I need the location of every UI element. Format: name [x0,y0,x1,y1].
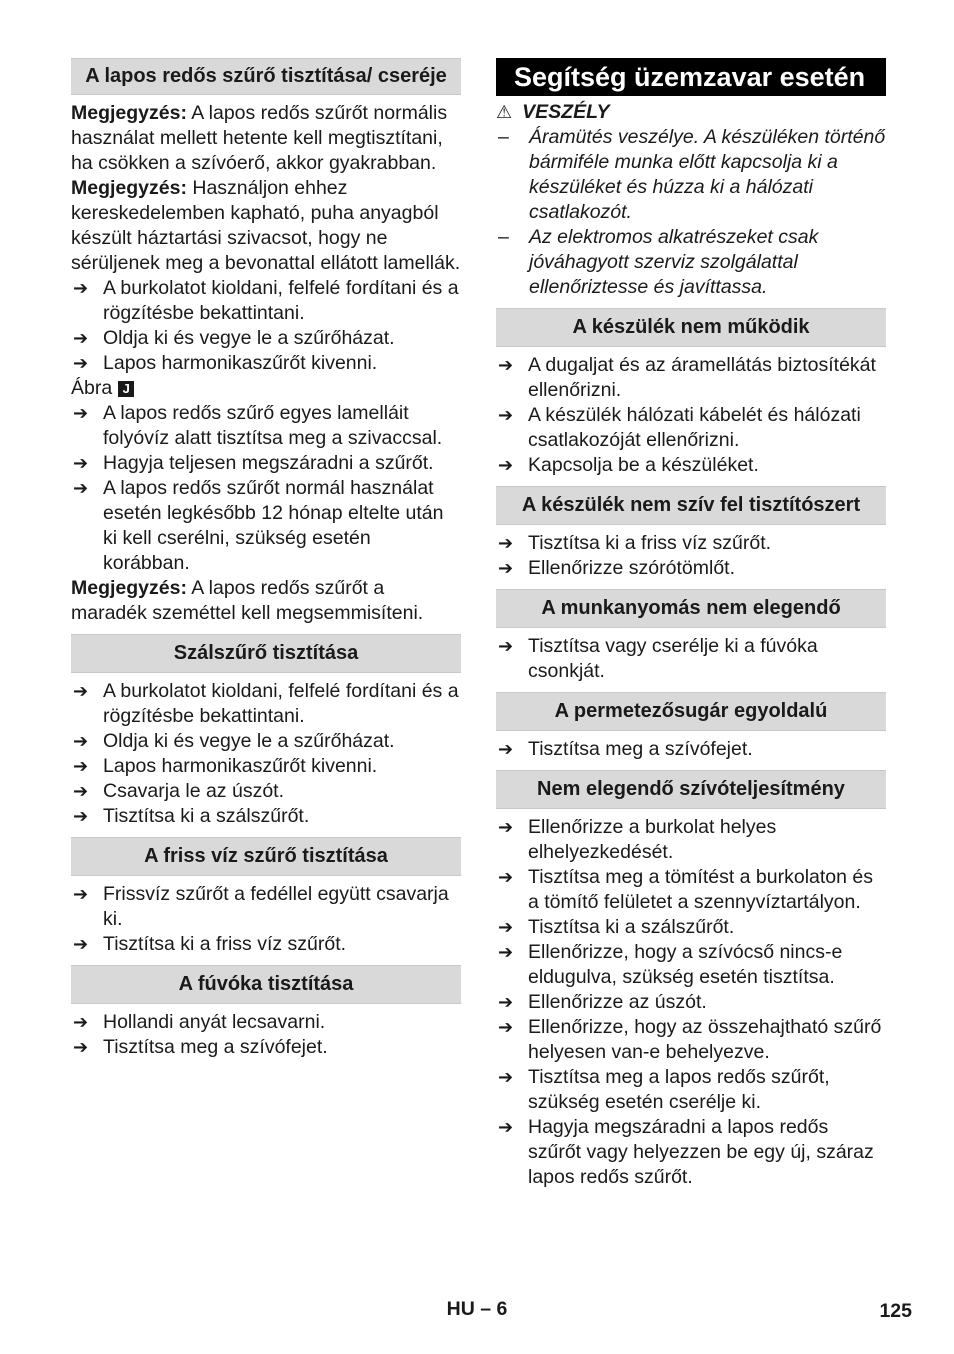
figure-reference: Ábra J [71,376,461,401]
step-list [71,679,461,829]
section-heading-device-not-working: A készülék nem működik [496,308,886,347]
step-list [71,276,461,376]
arrow-right-icon: ➔ [498,405,514,425]
step-item: ➔ Ellenőrizze az úszót. [498,991,707,1013]
arrow-right-icon: ➔ [73,806,89,826]
danger-item: – Az elektromos alkatrészeket csak jóváhagyott szerviz szolgálattal ellenőriztesse és javíttassa. [498,226,819,298]
arrow-right-icon: ➔ [73,781,89,801]
step-item: ➔ Csavarja le az úszót. [73,780,284,802]
step-item: ➔ Tisztítsa meg a szívófejet. [498,738,753,760]
step-list [496,353,886,478]
arrow-right-icon: ➔ [498,917,514,937]
warning-triangle-icon: ⚠ [496,102,513,122]
step-item: ➔ Oldja ki és vegye le a szűrőházat. [73,730,395,752]
step-item: ➔ Frissvíz szűrőt a fedéllel együtt csavarja ki. [73,883,449,930]
step-item: ➔ Ellenőrizze, hogy az összehajtható szűrő helyesen van-e behelyezve. [498,1016,882,1063]
step-list [496,815,886,1190]
arrow-right-icon: ➔ [498,1067,514,1087]
arrow-right-icon: ➔ [498,867,514,887]
step-item: ➔ A burkolatot kioldani, felfelé fordítani és a rögzítésbe bekattintani. [73,680,459,727]
section-heading-no-detergent-intake: A készülék nem szív fel tisztítószert [496,486,886,525]
note-text: Használjon ehhez kereskedelemben kapható, puha anyagból készült háztartási szivacsot, hogy ne sérüljenek meg a bevonattal ellátott lamellák. [71,177,461,274]
note-text: A lapos redős szűrőt normális használat mellett hetente kell megtisztítani, ha csökken a szívóerő, akkor gyakrabban. [71,102,448,174]
step-item: ➔ A lapos redős szűrőt normál használat esetén legkésőbb 12 hónap eltelte után ki kell cserélni, szükség esetén korábban. [73,477,444,574]
note-text: A lapos redős szűrőt a maradék szeméttel kell megsemmisíteni. [71,577,424,624]
arrow-right-icon: ➔ [498,533,514,553]
step-item: ➔ Lapos harmonikaszűrőt kivenni. [73,352,378,374]
arrow-right-icon: ➔ [73,756,89,776]
danger-label: VESZÉLY [522,101,610,123]
arrow-right-icon: ➔ [498,1117,514,1137]
step-item: ➔ Kapcsolja be a készüléket. [498,454,759,476]
danger-notice [496,100,886,300]
step-item: ➔ Tisztítsa ki a szálszűrőt. [498,916,735,938]
footer-section-label: HU – 6 [446,1298,508,1320]
section-heading-low-working-pressure: A munkanyomás nem elegendő [496,589,886,628]
note-label: Megjegyzés: [71,577,187,599]
step-item: ➔ A lapos redős szűrő egyes lamelláit folyóvíz alatt tisztítsa meg a szivaccsal. [73,402,443,449]
arrow-right-icon: ➔ [498,817,514,837]
chapter-title: Segítség üzemzavar esetén [496,58,886,96]
arrow-right-icon: ➔ [73,884,89,904]
arrow-right-icon: ➔ [498,355,514,375]
danger-heading [496,100,886,125]
left-column [71,58,461,1060]
step-list [496,737,886,762]
step-item: ➔ Ellenőrizze a burkolat helyes elhelyezkedését. [498,816,777,863]
step-list [71,1010,461,1060]
dash-bullet: – [498,226,509,248]
step-item: ➔ Tisztítsa vagy cserélje ki a fúvóka csonkját. [498,635,818,682]
arrow-right-icon: ➔ [498,558,514,578]
section-heading-flat-filter: A lapos redős szűrő tisztítása/ cseréje [71,58,461,95]
step-list [71,401,461,576]
dash-bullet: – [498,126,509,148]
arrow-right-icon: ➔ [498,739,514,759]
step-item: ➔ Ellenőrizze, hogy a szívócső nincs-e eldugulva, szükség esetén tisztítsa. [498,941,843,988]
step-item: ➔ Lapos harmonikaszűrőt kivenni. [73,755,378,777]
note-paragraph [71,176,461,276]
note-label: Megjegyzés: [71,102,187,124]
section-heading-uneven-spray: A permetezősugár egyoldalú [496,692,886,731]
arrow-right-icon: ➔ [73,278,89,298]
note-paragraph [71,576,461,626]
arrow-right-icon: ➔ [498,455,514,475]
arrow-right-icon: ➔ [73,403,89,423]
step-item: ➔ A burkolatot kioldani, felfelé fordítani és a rögzítésbe bekattintani. [73,277,459,324]
step-item: ➔ Tisztítsa meg a szívófejet. [73,1036,328,1058]
step-item: ➔ Hollandi anyát lecsavarni. [73,1011,326,1033]
section-heading-fiber-filter: Szálszűrő tisztítása [71,634,461,673]
right-column [496,58,886,1190]
arrow-right-icon: ➔ [73,731,89,751]
arrow-right-icon: ➔ [498,992,514,1012]
note-label: Megjegyzés: [71,177,187,199]
section-heading-nozzle-cleaning: A fúvóka tisztítása [71,965,461,1004]
arrow-right-icon: ➔ [73,478,89,498]
arrow-right-icon: ➔ [73,328,89,348]
step-item: ➔ Hagyja megszáradni a lapos redős szűrőt vagy helyezzen be egy új, száraz lapos redős szűrőt. [498,1116,874,1188]
step-list [71,882,461,957]
step-item: ➔ Tisztítsa meg a tömítést a burkolaton és a tömítő felületet a szennyvíztartályon. [498,866,874,913]
step-list [496,531,886,581]
arrow-right-icon: ➔ [73,681,89,701]
step-item: ➔ Tisztítsa ki a friss víz szűrőt. [498,532,772,554]
danger-item: – Áramütés veszélye. A készüléken történő bármiféle munka előtt kapcsolja ki a készüléket és húzza ki a hálózati csatlakozót. [498,126,886,223]
step-list [496,634,886,684]
arrow-right-icon: ➔ [73,1037,89,1057]
section-heading-insufficient-suction: Nem elegendő szívóteljesítmény [496,770,886,809]
step-item: ➔ Hagyja teljesen megszáradni a szűrőt. [73,452,434,474]
arrow-right-icon: ➔ [73,353,89,373]
arrow-right-icon: ➔ [498,942,514,962]
figure-letter-badge: J [118,381,134,397]
step-item: ➔ Tisztítsa meg a lapos redős szűrőt, szükség esetén cserélje ki. [498,1066,830,1113]
arrow-right-icon: ➔ [498,1017,514,1037]
arrow-right-icon: ➔ [73,453,89,473]
step-item: ➔ Tisztítsa ki a szálszűrőt. [73,805,310,827]
section-heading-fresh-water-filter: A friss víz szűrő tisztítása [71,837,461,876]
step-item: ➔ A készülék hálózati kábelét és hálózati csatlakozóját ellenőrizni. [498,404,861,451]
arrow-right-icon: ➔ [73,934,89,954]
step-item: ➔ Oldja ki és vegye le a szűrőházat. [73,327,395,349]
page-number: 125 [879,1300,912,1322]
step-item: ➔ A dugaljat és az áramellátás biztosítékát ellenőrizni. [498,354,876,401]
step-item: ➔ Ellenőrizze szórótömlőt. [498,557,735,579]
note-paragraph [71,101,461,176]
arrow-right-icon: ➔ [498,636,514,656]
step-item: ➔ Tisztítsa ki a friss víz szűrőt. [73,933,347,955]
arrow-right-icon: ➔ [73,1012,89,1032]
